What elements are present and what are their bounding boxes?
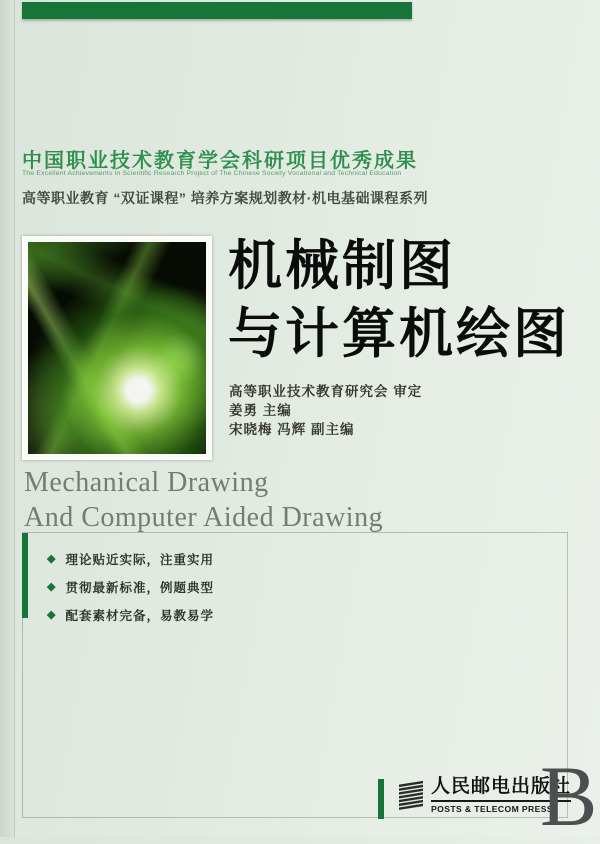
- features-list: [47, 545, 214, 629]
- award-line-cn: 中国职业技术教育学会科研项目优秀成果: [22, 150, 418, 172]
- cover-artwork-fractal-image: [28, 242, 206, 454]
- book-title-cn-line2: 与计算机绘图: [228, 301, 570, 365]
- features-accent-bar: [22, 533, 28, 618]
- book-title-cn: [228, 231, 570, 367]
- award-line-en: The Excellent Achievements in Scientific Research Project of The Chinese Society Vocational and Technical Education: [22, 170, 402, 177]
- feature-item: [47, 573, 214, 601]
- book-title-en-line1: Mechanical Drawing: [24, 467, 269, 498]
- book-title-cn-line1: 机械制图: [228, 233, 456, 297]
- feature-text: 配套素材完备，易教易学: [65, 609, 214, 623]
- book-title-en: [24, 465, 383, 535]
- credit-reviewer: 高等职业技术教育研究会 审定: [229, 384, 423, 399]
- book-spine-edge: [0, 0, 15, 837]
- diamond-bullet-icon: ◆: [47, 608, 57, 621]
- credits-block: [229, 382, 422, 439]
- top-green-bar: [22, 2, 412, 19]
- publisher-name-en: POSTS & TELECOM PRESS: [431, 804, 554, 814]
- diamond-bullet-icon: ◆: [47, 552, 57, 565]
- feature-text: 理论贴近实际，注重实用: [65, 553, 214, 567]
- diamond-bullet-icon: ◆: [47, 580, 57, 593]
- credit-chief-editor: 姜勇 主编: [229, 403, 292, 418]
- feature-item: [47, 601, 214, 629]
- series-line: 高等职业教育 “双证课程” 培养方案规划教材·机电基础课程系列: [22, 190, 428, 206]
- publisher-name-cn: 人民邮电出版社: [431, 771, 571, 802]
- feature-item: [47, 545, 214, 573]
- photo-corner-letter: B: [540, 748, 598, 844]
- publisher-accent-bar: [378, 779, 384, 819]
- book-title-en-line2: And Computer Aided Drawing: [24, 502, 384, 533]
- publisher-logo-icon: [397, 777, 425, 818]
- credit-deputy-editors: 宋晓梅 冯辉 副主编: [229, 422, 355, 437]
- feature-text: 贯彻最新标准，例题典型: [65, 581, 214, 595]
- cover-artwork-frame: [22, 236, 212, 460]
